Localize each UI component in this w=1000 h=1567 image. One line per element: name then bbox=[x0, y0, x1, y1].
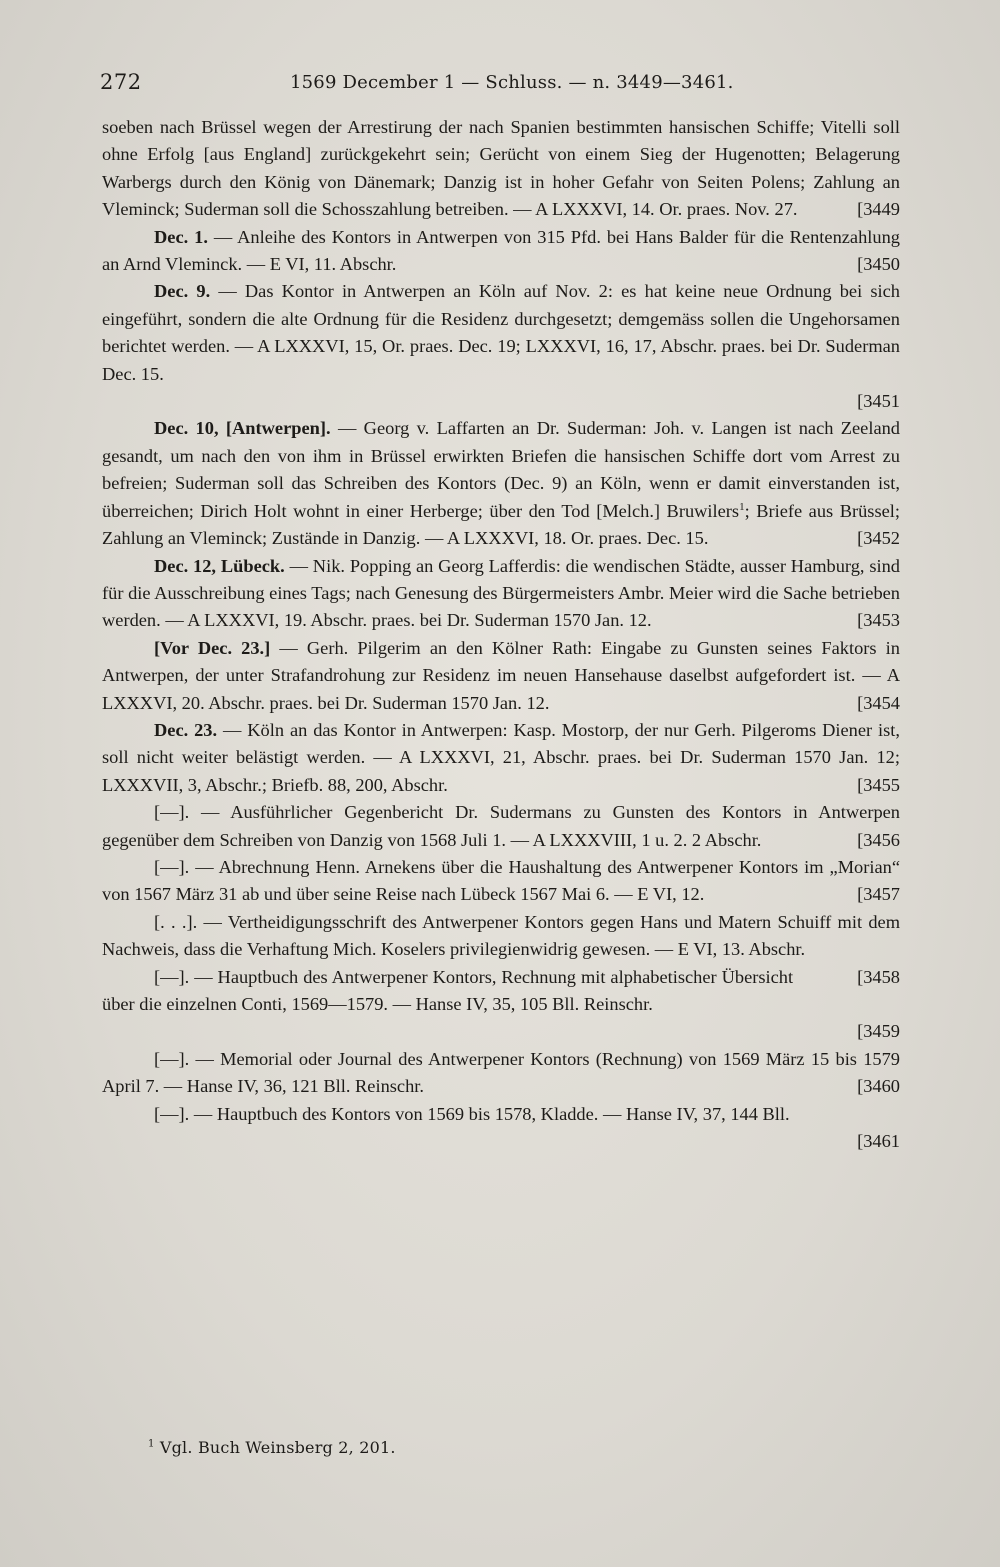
entry-number: [3453 bbox=[857, 610, 900, 631]
entry-number: [3449 bbox=[857, 199, 900, 220]
entry-date: Dec. 12, Lübeck. bbox=[154, 555, 285, 576]
running-title: 1569 December 1 — Schluss. — n. 3449—3461. bbox=[290, 72, 734, 93]
entry-date: Dec. 9. bbox=[154, 281, 211, 302]
footnote-ref: 1 bbox=[739, 500, 745, 513]
page-body bbox=[102, 114, 900, 1155]
page-number: 272 bbox=[100, 70, 142, 94]
entry-3458: [. . .]. — Vertheidigungsschrift des Antwerpener Kontors gegen Hans und Matern Schuiff mit dem Nachweis, dass die Verhaftung Mich. Koselers privilegienwidrig gewesen. — E VI, 13. Abschr. [3458 bbox=[102, 909, 900, 964]
page-header bbox=[100, 70, 900, 100]
entry-number: [3452 bbox=[857, 528, 900, 549]
footnote-text: Vgl. Buch Weinsberg 2, 201. bbox=[159, 1438, 396, 1457]
entry-3459: [—]. — Hauptbuch des Antwerpener Kontors, Rechnung mit alphabetischer Übersicht über die einzelnen Conti, 1569—1579. — Hanse IV, 35, 105 Bll. Reinschr. [3459 bbox=[102, 966, 900, 1042]
entry-number: [3459 bbox=[857, 1021, 900, 1042]
entry-number: [3461 bbox=[857, 1131, 900, 1152]
entry-3451: Dec. 9. — Das Kontor in Antwerpen an Köln auf Nov. 2: es hat keine neue Ordnung bei sich eingeführt, sondern die alte Ordnung für die Residenz durchgesetzt; demgemäss sollen die Ungehorsamen berichtet werden. — A LXXXVI, 15, Or. praes. Dec. 19; LXXXVI, 16, 17, Abschr. praes. bei Dr. Suderman Dec. 15. [3451 bbox=[102, 281, 900, 412]
entry-3457: [—]. — Abrechnung Henn. Arnekens über die Haushaltung des Antwerpener Kontors im „Morian“ von 1567 März 31 ab und über seine Reise nach Lübeck 1567 Mai 6. — E VI, 12. [3457 bbox=[102, 854, 900, 909]
entry-number: [3454 bbox=[857, 692, 900, 713]
footnote-marker: 1 bbox=[148, 1438, 155, 1450]
entry-number: [3451 bbox=[857, 391, 900, 412]
entry-3450: Dec. 1. — Anleihe des Kontors in Antwerpen von 315 Pfd. bei Hans Balder für die Rentenzahlung an Arnd Vleminck. — E VI, 11. Abschr. [3450 bbox=[102, 224, 900, 279]
entry-3452: Dec. 10, [Antwerpen]. — Georg v. Laffarten an Dr. Suderman: Joh. v. Langen ist nach Zeeland gesandt, um nach den von ihm in Brüssel erwirkten Briefen die hansischen Schiffe dort vom Arrest zu befreien; Suderman soll das Schreiben des Kontors (Dec. 9) an Köln, wenn er damit einverstanden ist, überreichen; Dirich Holt wohnt in einer Herberge; über den Tod [Melch.] Bruwilers$^1$; Briefe aus Brüssel; Zahlung an Vleminck; Zustände in Danzig. — A LXXXVI, 18. Or. praes. Dec. 15. [3452 bbox=[102, 415, 900, 552]
entry-3455: Dec. 23. — Köln an das Kontor in Antwerpen: Kasp. Mostorp, der nur Gerh. Pilgeroms Diener ist, soll nicht weiter belästigt werden. — A LXXXVI, 21, Abschr. praes. bei Dr. Suderman 1570 Jan. 12; LXXXVII, 3, Abschr.; Briefb. 88, 200, Abschr. [3455 bbox=[102, 717, 900, 799]
entry-3460: [—]. — Memorial oder Journal des Antwerpener Kontors (Rechnung) von 1569 März 15 bis 1579 April 7. — Hanse IV, 36, 121 Bll. Reinschr. [3460 bbox=[102, 1046, 900, 1101]
entry-3456: [—]. — Ausführlicher Gegenbericht Dr. Sudermans zu Gunsten des Kontors in Antwerpen gegenüber dem Schreiben von Danzig von 1568 Juli 1. — A LXXXVIII, 1 u. 2. 2 Abschr. [3456 bbox=[102, 799, 900, 854]
entry-3453: Dec. 12, Lübeck. — Nik. Popping an Georg Lafferdis: die wendischen Städte, ausser Hamburg, sind für die Ausschreibung eines Tags; nach Genesung des Bürgermeisters Ambr. Meier wird die Sache betrieben werden. — A LXXXVI, 19. Abschr. praes. bei Dr. Suderman 1570 Jan. 12. [3453 bbox=[102, 553, 900, 635]
footnote bbox=[148, 1438, 396, 1457]
entry-date: Dec. 10, [Antwerpen]. bbox=[154, 418, 331, 439]
entry-number: [3460 bbox=[857, 1076, 900, 1097]
entry-3449: soeben nach Brüssel wegen der Arrestirung der nach Spanien bestimmten hansischen Schiffe; Vitelli soll ohne Erfolg [aus England] zurückgekehrt sein; Gerücht von einem Sieg der Hugenotten; Belagerung Warbergs durch den König von Dänemark; Danzig ist in hoher Gefahr von Seiten Polens; Zahlung an Vleminck; Suderman soll die Schosszahlung betreiben. — A LXXXVI, 14. Or. praes. Nov. 27. [3449 bbox=[102, 114, 900, 224]
entry-number: [3458 bbox=[857, 966, 900, 987]
entry-date: [Vor Dec. 23.] bbox=[154, 637, 271, 658]
entry-number: [3455 bbox=[857, 774, 900, 795]
entry-3461: [—]. — Hauptbuch des Kontors von 1569 bis 1578, Kladde. — Hanse IV, 37, 144 Bll. [3461 bbox=[154, 1103, 900, 1152]
entry-3454: [Vor Dec. 23.] — Gerh. Pilgerim an den Kölner Rath: Eingabe zu Gunsten seines Faktors in Antwerpen, der unter Strafandrohung zur Residenz im neuen Hansehause daselbst aufgefordert ist. — A LXXXVI, 20. Abschr. praes. bei Dr. Suderman 1570 Jan. 12. [3454 bbox=[102, 635, 900, 717]
entry-number: [3456 bbox=[857, 829, 900, 850]
entry-date: Dec. 23. bbox=[154, 719, 218, 740]
entry-number: [3450 bbox=[857, 254, 900, 275]
entry-date: Dec. 1. bbox=[154, 226, 208, 247]
entry-number: [3457 bbox=[857, 884, 900, 905]
